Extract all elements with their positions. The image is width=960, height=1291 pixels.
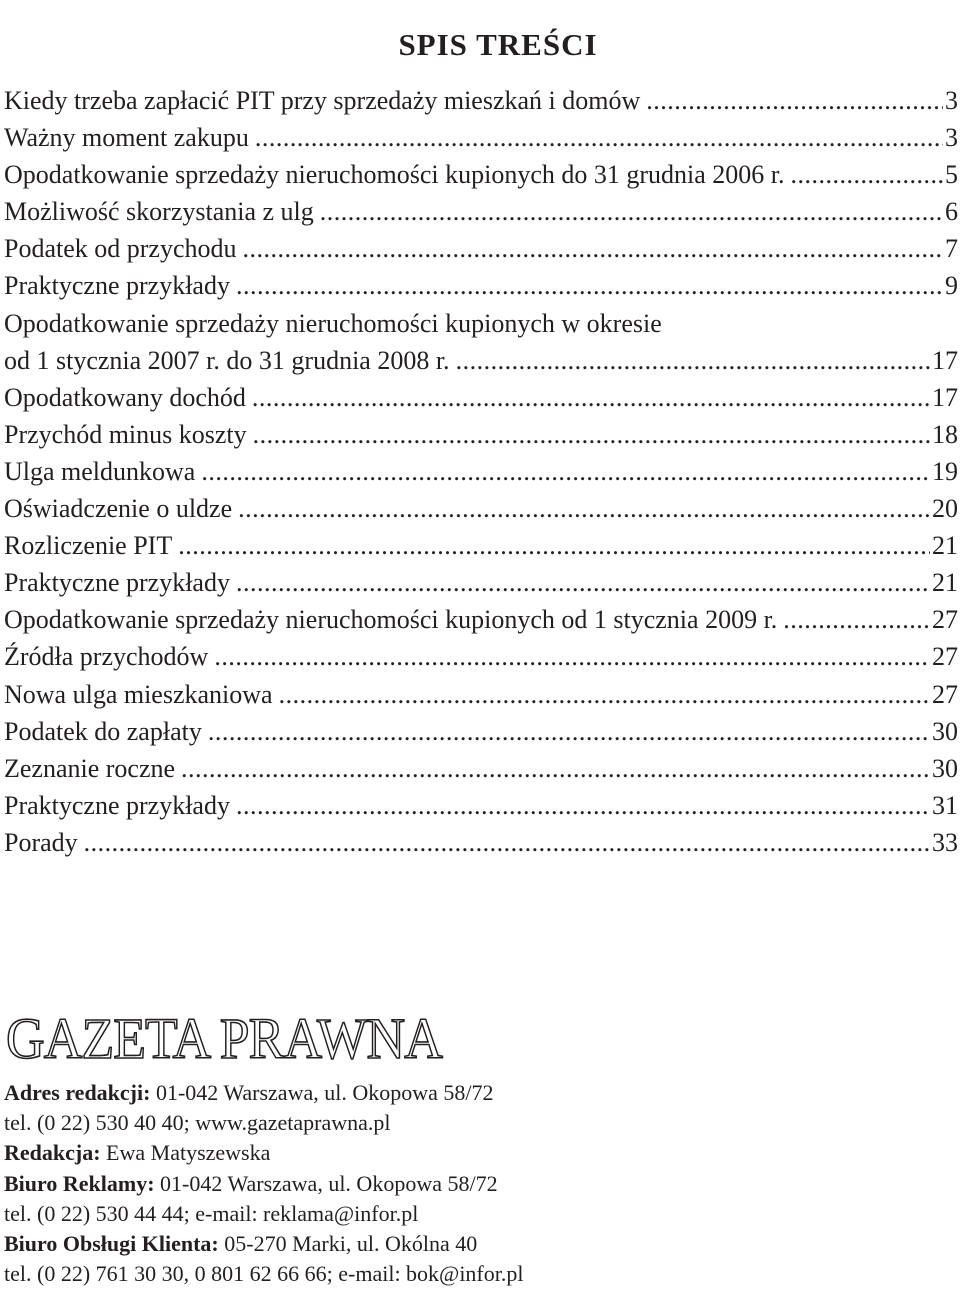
logo-wordmark	[4, 1006, 524, 1066]
toc-dot-leader	[201, 453, 930, 490]
toc-item	[4, 824, 958, 861]
toc-item	[4, 379, 958, 416]
gazeta-prawna-logo	[4, 1006, 524, 1066]
toc-item	[4, 787, 958, 824]
toc-item-text: Praktyczne przykłady	[4, 790, 230, 820]
toc-item-page: 21	[932, 531, 958, 561]
toc-item	[4, 342, 958, 379]
toc-item-page: 33	[932, 827, 958, 857]
imprint-address-value: 01-042 Warszawa, ul. Okopowa 58/72	[150, 1080, 494, 1105]
toc-item-text: Oświadczenie o uldze	[4, 494, 233, 524]
toc-item-page: 27	[932, 679, 958, 709]
imprint-ads-value: 01-042 Warszawa, ul. Okopowa 58/72	[154, 1170, 498, 1196]
toc-item	[4, 713, 958, 750]
toc-dot-leader	[84, 824, 930, 861]
toc-dot-leader	[181, 750, 930, 787]
toc-item-text: Praktyczne przykłady	[4, 568, 230, 598]
toc-item-page: 7	[945, 234, 958, 264]
toc-item-text: Kiedy trzeba zapłacić PIT przy sprzedaży mieszkań i domów	[4, 86, 641, 115]
toc-dot-leader	[236, 267, 943, 304]
toc-item	[4, 638, 958, 675]
toc-item-page: 18	[932, 419, 958, 449]
toc-item-page: 17	[932, 345, 958, 375]
toc-dot-leader	[646, 82, 943, 119]
toc-dot-leader	[236, 787, 930, 824]
toc-item	[4, 82, 958, 119]
imprint-ads-label: Biuro Reklamy:	[4, 1170, 155, 1196]
toc-item	[4, 230, 958, 267]
toc-dot-leader	[208, 713, 930, 750]
toc-item-page: 31	[932, 790, 958, 820]
toc-item-text: Porady	[4, 827, 78, 857]
imprint-contact-service: tel. (0 22) 761 30 30, 0 801 62 66 66; e-mail: bok@infor.pl	[4, 1261, 524, 1287]
toc-item	[4, 750, 958, 787]
imprint-address	[4, 1078, 904, 1108]
toc-item-text: Rozliczenie PIT	[4, 531, 173, 561]
toc-dot-leader	[178, 527, 930, 564]
imprint-service-value: 05-270 Marki, ul. Okólna 40	[218, 1231, 478, 1257]
toc-item-text: Opodatkowanie sprzedaży nieruchomości kupionych od 1 stycznia 2009 r.	[4, 605, 778, 635]
toc-item-text: od 1 stycznia 2007 r. do 31 grudnia 2008 r.	[4, 345, 450, 375]
toc-item-page: 5	[945, 160, 958, 190]
toc-item-page: 30	[932, 753, 958, 783]
toc-item-page: 6	[945, 197, 958, 227]
toc-dot-leader	[236, 564, 930, 601]
toc-item-page: 19	[932, 456, 958, 486]
toc-item-text: Opodatkowanie sprzedaży nieruchomości kupionych do 31 grudnia 2006 r.	[4, 160, 785, 190]
toc-dot-leader	[252, 379, 930, 416]
toc-dot-leader	[238, 490, 930, 527]
toc-item-text: Podatek od przychodu	[4, 234, 237, 264]
toc-item-page: 3	[945, 86, 958, 115]
toc-item-page: 27	[932, 642, 958, 672]
toc-dot-leader	[320, 193, 943, 230]
toc-item-page: 21	[932, 568, 958, 598]
toc-item-page: 30	[932, 716, 958, 746]
toc-dot-leader	[456, 342, 930, 379]
toc-dot-leader	[243, 230, 943, 267]
toc-dot-leader	[791, 156, 943, 193]
table-of-contents	[4, 82, 958, 861]
toc-item	[4, 490, 958, 527]
toc-item	[4, 416, 958, 453]
toc-item-page: 17	[932, 382, 958, 412]
toc-item-text: Zeznanie roczne	[4, 753, 176, 783]
toc-dot-leader	[255, 119, 943, 156]
imprint-editor-value: Ewa Matyszewska	[100, 1140, 271, 1166]
toc-dot-leader	[783, 601, 930, 638]
imprint-address-label: Adres redakcji:	[4, 1080, 151, 1105]
toc-item-page: 3	[945, 123, 958, 153]
logo-text: GAZETA PRAWNA	[6, 1006, 444, 1066]
toc-item	[4, 156, 958, 193]
toc-item	[4, 119, 958, 156]
imprint-editor	[4, 1138, 904, 1168]
toc-item-text: Nowa ulga mieszkaniowa	[4, 679, 273, 709]
toc-item	[4, 305, 958, 342]
imprint-service-label: Biuro Obsługi Klienta:	[4, 1231, 219, 1257]
toc-item	[4, 676, 958, 713]
imprint-ads	[4, 1169, 904, 1199]
imprint-contact-ads: tel. (0 22) 530 44 44; e-mail: reklama@infor.pl	[4, 1200, 419, 1226]
toc-item-text: Podatek do zapłaty	[4, 716, 202, 746]
toc-item-text: Przychód minus koszty	[4, 419, 247, 449]
toc-item-text: Opodatkowanie sprzedaży nieruchomości kupionych w okresie	[4, 308, 662, 338]
toc-item-page: 9	[945, 271, 958, 301]
toc-dot-leader	[214, 638, 930, 675]
imprint-editor-label: Redakcja:	[4, 1140, 101, 1166]
toc-item-text: Ważny moment zakupu	[4, 123, 249, 153]
toc-item	[4, 527, 958, 564]
toc-item	[4, 193, 958, 230]
toc-item	[4, 267, 958, 304]
toc-dot-leader	[279, 676, 930, 713]
toc-item	[4, 453, 958, 490]
toc-item-text: Praktyczne przykłady	[4, 271, 230, 301]
toc-item-page: 27	[932, 605, 958, 635]
toc-item-text: Źródła przychodów	[4, 642, 209, 672]
page-title: SPIS TREŚCI	[398, 26, 598, 62]
toc-item-text: Opodatkowany dochód	[4, 382, 246, 412]
toc-item	[4, 601, 958, 638]
imprint-contact-editorial: tel. (0 22) 530 40 40; www.gazetaprawna.pl	[4, 1110, 391, 1136]
imprint	[4, 1078, 904, 1289]
toc-item-text: Ulga meldunkowa	[4, 456, 196, 486]
toc-item-text: Możliwość skorzystania z ulg	[4, 197, 314, 227]
imprint-service	[4, 1229, 904, 1259]
toc-dot-leader	[253, 416, 930, 453]
toc-item	[4, 564, 958, 601]
toc-item-page: 20	[932, 494, 958, 524]
